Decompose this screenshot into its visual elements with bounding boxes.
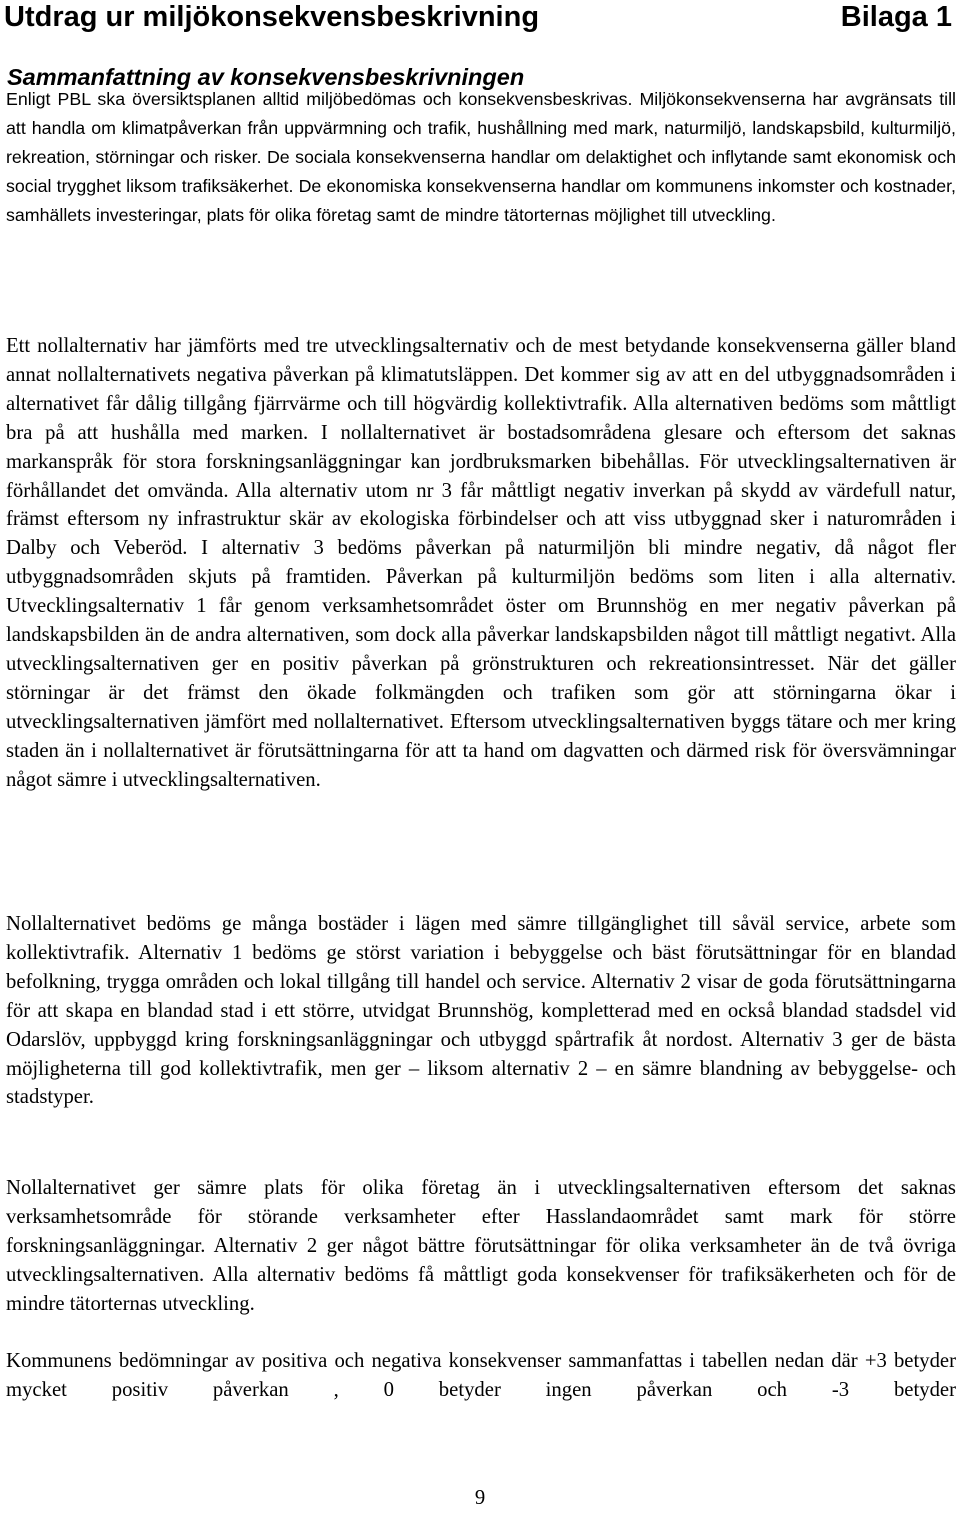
document-header — [4, 0, 952, 36]
appendix-label: Bilaga 1 — [840, 1, 952, 33]
paragraph-assessment: Kommunens bedömningar av positiva och negativa konsekvenser sammanfattas i tabellen nedan där +3 betyder mycket positiv påverkan , 0 betyder ingen påverkan och -3 betyder — [6, 1350, 956, 1401]
section-heading: Sammanfattning av konsekvensbeskrivningen — [7, 64, 525, 90]
paragraph-intro: Enligt PBL ska översiktsplanen alltid miljöbedömas och konsekvensbeskrivas. Miljökonsekvenserna har avgränsats till att handla om klimatpåverkan från uppvärmning och trafik, hushållning med mark, naturmiljö, landskapsbild, kulturmiljö, rekreation, störningar och risker. De sociala konsekvenserna handlar om delaktighet och inflytande samt ekonomisk och social trygghet liksom trafiksäkerhet. De ekonomiska konsekvenserna handlar om kommunens inkomster och kostnader, samhällets investeringar, plats för olika företag samt de mindre tätorternas möjlighet till utveckling. — [6, 89, 956, 225]
page-number: 9 — [474, 1487, 486, 1509]
document-title: Utdrag ur miljökonsekvensbeskrivning — [4, 1, 540, 33]
paragraph-economic: Nollalternativet ger sämre plats för olika företag än i utvecklingsalternativen eftersom det saknas verksamhetsområde för störande verksamheter efter Hasslandaområdet samt mark för större forskningsanläggningar. Alternativ 2 ger något bättre förutsättningar för olika verksamheter än de två övriga utvecklingsalternativen. Alla alternativ bedöms få måttligt goda konsekvenser för trafiksäkerheten och för de mindre tätorternas utveckling. — [6, 1177, 956, 1315]
paragraph-environment: Ett nollalternativ har jämförts med tre utvecklingsalternativ och de mest betydande konsekvenserna gäller bland annat nollalternativets negativa påverkan på klimatutsläppen. Det kommer sig av att en del utbyggnadsområden i alternativet får dålig tillgång fjärrvärme och till högvärdig kollektivtrafik. Alla alternativen bedöms som måttligt bra på att hushålla med marken. I nollalternativet är bostadsområdena glesare och eftersom det saknas markanspråk för stora forskningsanläggningar kan jordbruksmarken bibehållas. För utvecklingsalternativen är förhållandet det omvända. Alla alternativ utom nr 3 får måttligt negativ inverkan på skydd av värdefull natur, främst eftersom ny infrastruktur skär av ekologiska förbindelser och att viss utbyggnad sker i naturområden i Dalby och Veberöd. I alternativ 3 bedöms påverkan på naturmiljön bli mindre negativ, då något fler utbyggnadsområden skjuts på framtiden. Påverkan på kulturmiljön bedöms som liten i alla alternativ. Utvecklingsalternativ 1 får genom verksamhetsområdet öster om Brunnshög en mer negativ påverkan på landskapsbilden än de andra alternativen, som dock alla påverkar landskapsbilden något till måttligt negativt. Alla utvecklingsalternativen ger en positiv påverkan på grönstrukturen och rekreationsintresset. När det gäller störningar är det främst den ökade folkmängden och trafiken som gör att störningarna ökar i utvecklingsalternativen jämfört med nollalternativet. Eftersom utvecklingsalternativen byggs tätare och mer kring staden än i nollalternativet är förutsättningarna för att ta hand om dagvatten och därmed risk för översvämningar något sämre i utvecklingsalternativen. — [6, 335, 956, 791]
paragraph-social: Nollalternativet bedöms ge många bostäder i lägen med sämre tillgänglighet till såväl service, arbete som kollektivtrafik. Alternativ 1 bedöms ge störst variation i bebyggelse och bäst förutsättningar för en blandad befolkning, trygga områden och lokal tillgång till handel och service. Alternativ 2 visar de goda förutsättningarna för att skapa en blandad stad i ett större, utvidgat Brunnshög, kompletterad med en också blandad stadsdel vid Odarslöv, uppbyggd kring forskningsanläggningar och utbyggd spårtrafik åt nordost. Alternativ 3 ger de bästa möjligheterna till god kollektivtrafik, men ger – liksom alternativ 2 – en sämre blandning av bebyggelse- och stadstyper. — [6, 913, 956, 1109]
